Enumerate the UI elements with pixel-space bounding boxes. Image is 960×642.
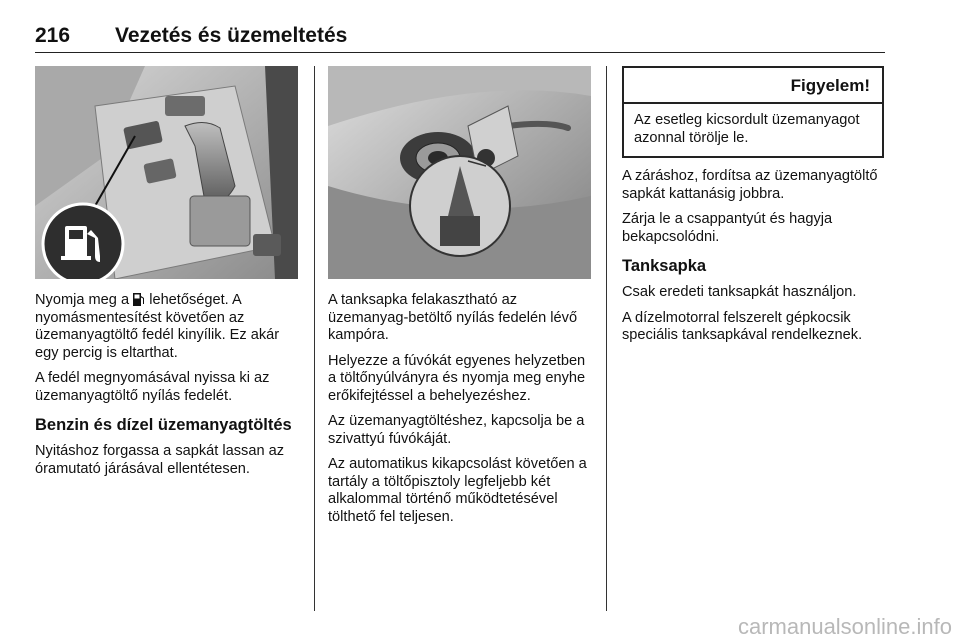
paragraph-text: lehetőséget. A nyomásmentesítést követően az üzemanyagtöltő fedél kinyílik. Ez akár egy percig is eltarthat. <box>35 292 280 361</box>
paragraph: A fedél megnyomásával nyissa ki az üzemanyagtöltő nyílás fedelét. <box>35 370 270 404</box>
page-header <box>35 22 885 53</box>
console-photo <box>35 66 298 279</box>
page-number: 216 <box>35 24 71 47</box>
fuel-door-button-icon <box>133 292 145 307</box>
warning-title: Figyelem! <box>624 68 882 104</box>
paragraph: Csak eredeti tanksapkát használjon. <box>622 284 857 300</box>
fuel-flap-photo <box>328 66 591 279</box>
section-heading: Tanksapka <box>622 257 707 275</box>
paragraph: A záráshoz, fordítsa az üzemanyagtöltő sapkát kattanásig jobbra. <box>622 168 878 202</box>
paragraph: Az üzemanyagtöltéshez, kapcsolja be a szivattyú fúvókáját. <box>328 413 585 447</box>
column-3 <box>622 168 890 353</box>
paragraph: Zárja le a csappantyút és hagyja bekapcsolódni. <box>622 211 833 245</box>
paragraph: Nyitáshoz forgassa a sapkát lassan az óramutató járásával ellentétesen. <box>35 443 285 477</box>
chapter-title: Vezetés és üzemeltetés <box>115 24 348 47</box>
paragraph: Helyezze a fúvókát egyenes helyzetben a töltőnyúlványra és nyomja meg enyhe erőkifejtéssel a behelyezéshez. <box>328 352 586 404</box>
column-1 <box>35 292 299 486</box>
paragraph-text: Nyomja meg a <box>35 292 130 308</box>
watermark: carmanualsonline.info <box>737 614 952 639</box>
column-divider <box>314 66 315 611</box>
paragraph <box>35 292 299 362</box>
warning-box <box>622 66 884 158</box>
paragraph: A dízelmotorral felszerelt gépkocsik speciális tanksapkával rendelkeznek. <box>622 309 863 343</box>
column-2 <box>328 292 590 534</box>
paragraph: Az automatikus kikapcsolást követően a tartály a töltőpisztoly legfeljebb két alkalommal történő működtetésével tölthető fel teljesen. <box>328 456 587 525</box>
column-divider <box>606 66 607 611</box>
paragraph: A tanksapka felakasztható az üzemanyag-betöltő nyílás fedelén lévő kampóra. <box>328 292 578 343</box>
warning-body: Az esetleg kicsordult üzemanyagot azonnal törölje le. <box>634 112 860 146</box>
section-heading: Benzin és dízel üzemanyagtöltés <box>35 416 292 434</box>
